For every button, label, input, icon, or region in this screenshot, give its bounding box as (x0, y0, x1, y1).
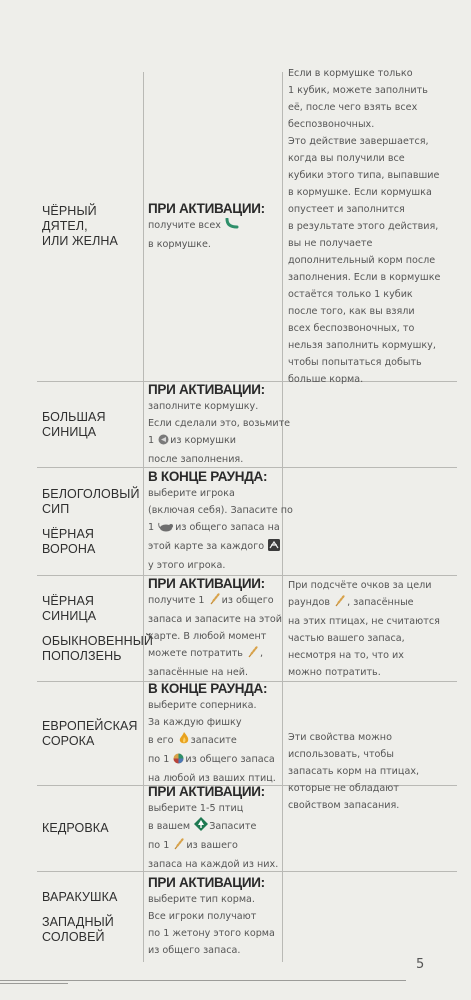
bird-name: КЕДРОВКА (42, 821, 109, 835)
power-text: по (148, 840, 161, 851)
note-cell (283, 468, 457, 575)
power-text: выберите тип корма. (148, 894, 255, 905)
note-text: заполнения. Если в кормушке (288, 272, 441, 283)
power-text: выберите 1-5 птиц (148, 803, 244, 814)
table-row (37, 468, 457, 576)
power-text: Запасите (209, 821, 257, 832)
bird-name-cell (37, 872, 144, 962)
wild-food-icon (173, 753, 184, 770)
note-text: больше корма. (288, 374, 364, 385)
power-cell (144, 381, 291, 467)
note-text: опустеет и заполнится (288, 204, 405, 215)
power-cell (144, 786, 283, 871)
power-cell: ПРИ АКТИВАЦИИ: получите 1 из общего запаса и запасите на этой карте. В любой момент можете потратить , запасённые на ней. (144, 576, 283, 681)
table-row (37, 68, 457, 385)
power-text: выберите соперника. (148, 699, 257, 711)
note-text: вы не получаете (288, 238, 373, 249)
bird-name: ПОПОЛЗЕНЬ (42, 648, 122, 663)
note-text: кубики этого типа, выпавшие (288, 170, 440, 181)
count-text: 1 (148, 434, 155, 446)
note-text: свойством запасания. (288, 799, 400, 811)
wheat-icon (334, 594, 346, 613)
note-text: Это действие завершается, (288, 136, 429, 147)
power-text: из общего запаса (185, 753, 275, 765)
note-text: запасать корм на птицах, (288, 765, 420, 777)
note-text: которые не обладают (288, 782, 399, 794)
power-text: запаса и запасите на этой (148, 614, 282, 625)
power-text: на любой из ваших птиц. (148, 772, 276, 784)
power-text: (включая себя). Запасите по (148, 505, 293, 516)
power-text: заполните кормушку. (148, 400, 259, 412)
predator-icon (268, 539, 280, 557)
power-text: запасённые на ней. (148, 667, 249, 678)
note-cell (283, 576, 457, 681)
power-heading: В КОНЦЕ РАУНДА: (148, 680, 268, 696)
power-heading: В КОНЦЕ РАУНДА: (148, 469, 268, 484)
footer-rule-short (0, 983, 68, 984)
wheat-icon (209, 592, 221, 611)
power-text: выберите игрока (148, 488, 235, 499)
wheat-icon (247, 645, 259, 664)
note-text: несмотря на то, что их (288, 649, 404, 661)
bird-name: ЧЁРНЫЙ ДЯТЕЛ, (42, 204, 97, 233)
footer-rule (0, 980, 406, 981)
count-text: 1 (163, 753, 170, 765)
note-text: чтобы попытаться добыть (288, 357, 422, 368)
bird-name: ЧЁРНАЯ ВОРОНА (42, 526, 96, 556)
power-cell (144, 468, 293, 575)
note-text: в кормушке. Если кормушка (288, 187, 432, 198)
power-text: Если сделали это, возьмите (148, 417, 291, 429)
power-text: в кормушке. (148, 238, 211, 250)
power-text: в вашем (148, 821, 191, 832)
note-text: дополнительный корм после (288, 255, 436, 266)
power-cell (144, 682, 283, 785)
bird-name-cell (37, 468, 144, 575)
power-cell (144, 72, 283, 381)
note-cell (283, 68, 457, 385)
note-text: , запасённые (347, 596, 414, 608)
power-text: из общего (221, 595, 274, 606)
bird-name: ЗАПАДНЫЙ (42, 914, 114, 929)
bird-name: БЕЛОГОЛОВЫЙ (42, 486, 140, 501)
note-cell (283, 382, 457, 467)
note-text: беспозвоночных. (288, 119, 375, 130)
bird-name-cell (37, 576, 154, 681)
power-heading: ПРИ АКТИВАЦИИ: (148, 784, 265, 799)
note-text: в результате этого действия, (288, 221, 439, 232)
power-text: За каждую фишку (148, 716, 242, 728)
bird-name: СИП (42, 501, 70, 516)
power-text: получите всех (148, 219, 221, 231)
note-text: когда вы получили все (288, 153, 405, 164)
power-cell (144, 872, 283, 962)
power-text: Все игроки получают (148, 911, 257, 922)
bird-name: ВАРАКУШКА (42, 889, 118, 904)
bird-name: СИНИЦА (42, 424, 97, 439)
bird-name: ЕВРОПЕЙСКАЯ (42, 718, 138, 733)
power-heading: ПРИ АКТИВАЦИИ: (148, 576, 265, 591)
bird-name: БОЛЬШАЯ (42, 409, 106, 424)
bird-name-cell (37, 682, 144, 785)
note-cell (283, 872, 457, 962)
power-text: запасите (190, 734, 237, 746)
power-text: запаса на каждой из них. (148, 859, 279, 870)
bird-name: ОБЫКНОВЕННЫЙ (42, 633, 154, 648)
note-text: 1 кубик, можете заполнить (288, 85, 428, 96)
bird-name: СОРОКА (42, 733, 95, 748)
fish-icon (158, 434, 169, 451)
bird-name: СОЛОВЕЙ (42, 929, 105, 944)
table-row (37, 382, 457, 468)
power-text: в его (148, 734, 174, 746)
power-heading: ПРИ АКТИВАЦИИ: (148, 381, 265, 397)
table-row (37, 872, 457, 962)
power-text: по 1 жетону этого корма (148, 928, 275, 939)
count-text: 1 (148, 522, 155, 533)
power-text: из кормушки (170, 434, 237, 446)
note-text: раундов (288, 596, 331, 608)
note-text: Эти свойства можно (288, 731, 392, 743)
note-text: после того, как вы взяли (288, 306, 415, 317)
power-heading: ПРИ АКТИВАЦИИ: (148, 875, 265, 890)
note-text: можно потратить. (288, 666, 381, 678)
note-text: её, после чего взять всех (288, 102, 418, 113)
wheat-icon (173, 837, 185, 856)
note-text: остаётся только 1 кубик (288, 289, 413, 300)
page-number: 5 (416, 957, 425, 972)
bird-name: ЧЁРНАЯ СИНИЦА (42, 593, 97, 623)
power-text: получите (148, 595, 196, 606)
bird-name-cell (37, 786, 144, 871)
bird-name-cell (37, 382, 144, 467)
note-text: использовать, чтобы (288, 748, 394, 760)
power-text: этой карте за каждого (148, 541, 265, 552)
power-text: из общего запаса. (148, 945, 241, 956)
note-text: При подсчёте очков за цели (288, 579, 432, 591)
count-text: 1 (198, 595, 205, 606)
bird-name-cell (37, 72, 144, 381)
note-text: всех беспозвоночных, то (288, 323, 415, 334)
note-text: частью вашего запаса, (288, 632, 405, 644)
power-text: можете потратить (148, 648, 243, 659)
note-text: на этих птицах, не считаются (288, 615, 440, 627)
fire-icon (178, 731, 190, 751)
note-text: нельзя заполнить кормушку, (288, 340, 436, 351)
merged-note-cell (283, 676, 457, 866)
power-text: после заполнения. (148, 453, 244, 465)
power-heading: ПРИ АКТИВАЦИИ: (148, 200, 265, 216)
note-text: Если в кормушке только (288, 68, 413, 79)
power-text: по (148, 753, 161, 765)
power-text: из вашего (186, 840, 238, 851)
table-row (37, 576, 457, 682)
forest-habitat-icon (194, 817, 208, 837)
count-text: 1 (163, 840, 170, 851)
power-text: карте. В любой момент (148, 631, 267, 642)
power-text: из общего запаса на (175, 522, 280, 533)
rodent-icon (158, 521, 174, 538)
power-text: у этого игрока. (148, 560, 226, 571)
worm-icon (225, 218, 239, 236)
bird-name: ИЛИ ЖЕЛНА (42, 234, 118, 248)
